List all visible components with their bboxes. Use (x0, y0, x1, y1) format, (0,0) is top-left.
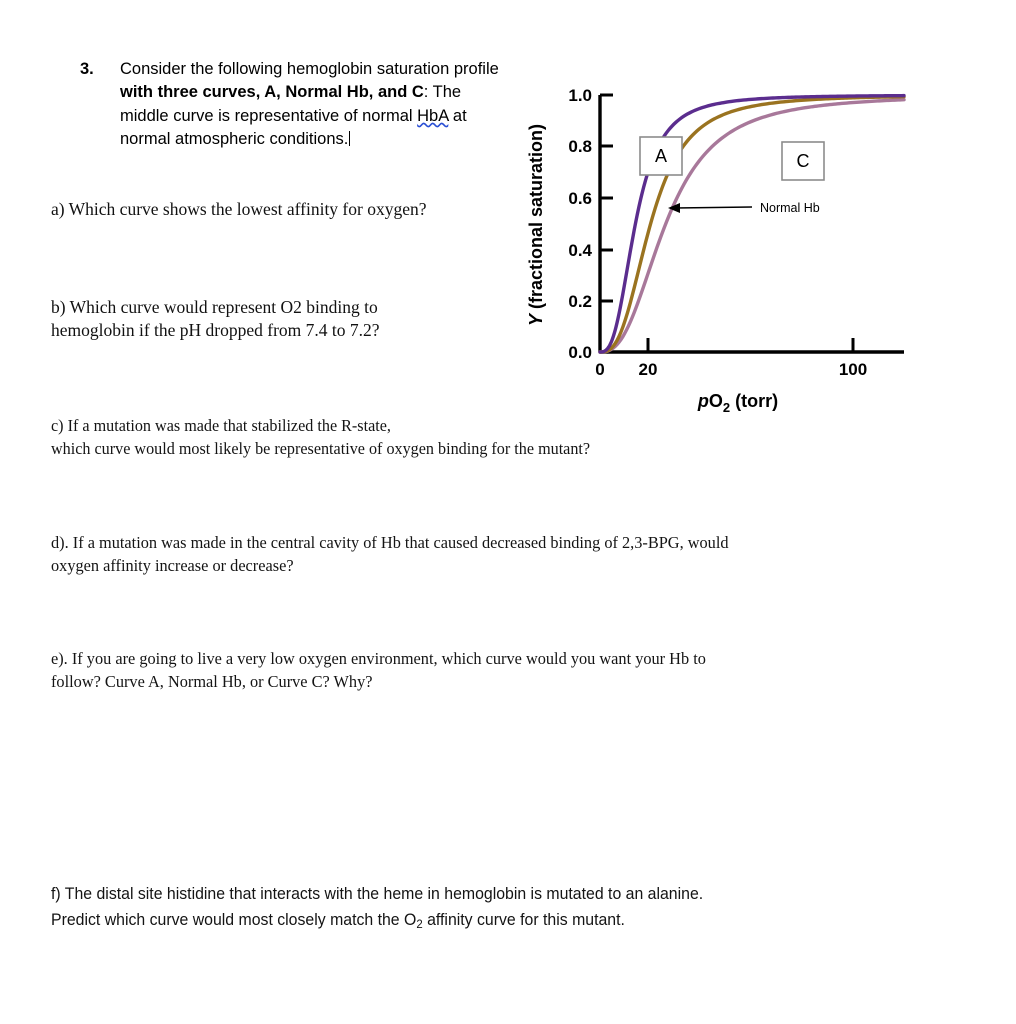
question-a (51, 198, 521, 221)
y-tick-label-0-8: 0.8 (568, 137, 592, 156)
question-d-line-2: oxygen affinity increase or decrease? (51, 555, 294, 575)
question-a-text: a) Which curve shows the lowest affinity for oxygen? (51, 199, 427, 219)
question-e-line-1: e). If you are going to live a very low oxygen environment, which curve would you want your Hb to (51, 649, 706, 668)
question-c (51, 415, 735, 461)
question-f (51, 882, 896, 933)
y-axis-title-rest: (fractional saturation) (526, 123, 546, 315)
question-f-line-2-post: affinity curve for this mutant. (422, 910, 625, 929)
question-f-subscript-2: 2 (416, 916, 423, 931)
question-d-line-1: d). If a mutation was made in the central cavity of Hb that caused decreased binding of 2,3-BPG, would (51, 533, 729, 552)
y-tick-label-0-2: 0.2 (568, 292, 592, 311)
question-3-prompt (120, 58, 510, 152)
y-axis-title-italic: Y (526, 314, 546, 327)
question-b (51, 296, 471, 343)
x-axis-title-sub: 2 (722, 400, 731, 415)
question-f-line-2 (51, 908, 896, 934)
curve-label-c-text: C (796, 151, 810, 171)
question-b-line-2: hemoglobin if the pH dropped from 7.4 to 7.2? (51, 320, 380, 341)
y-axis-title (526, 124, 546, 326)
curve-label-a-text: A (654, 146, 668, 166)
question-b-line-1: b) Which curve would represent O2 binding to (51, 297, 378, 317)
question-c-line-2: which curve would most likely be representative of oxygen binding for the mutant? (51, 438, 591, 458)
x-tick-label-0: 0 (595, 360, 605, 379)
prompt-segment-bold: with three curves, A, Normal Hb, and C (120, 83, 424, 102)
x-axis-title (697, 391, 778, 415)
question-c-line-1: c) If a mutation was made that stabilized the R-state, (51, 416, 391, 435)
y-tick-label-0-6: 0.6 (568, 189, 592, 208)
text-cursor (349, 131, 350, 146)
normal-hb-arrow-line (675, 207, 752, 208)
question-d (51, 532, 896, 578)
y-tick-label-1-0: 1.0 (568, 86, 592, 105)
chart-svg (520, 55, 920, 420)
y-tick-label-0-4: 0.4 (568, 241, 592, 260)
question-e-line-2: follow? Curve A, Normal Hb, or Curve C? Why? (51, 671, 373, 691)
x-axis-title-suffix: (torr) (730, 391, 779, 411)
x-axis-title-italic: p (697, 391, 709, 411)
prompt-segment-3: : The middle curve is representative of normal (120, 83, 462, 125)
x-tick-label-100: 100 (838, 360, 868, 379)
x-axis-title-main: O (708, 391, 723, 411)
prompt-segment-5: at normal atmospheric conditions. (120, 106, 467, 149)
misspelled-word-hba: HbA (417, 106, 449, 125)
curve-a-path (600, 96, 904, 352)
question-f-line-1: f) The distal site histidine that interacts with the heme in hemoglobin is mutated to an alanine. (51, 885, 704, 903)
question-f-line-2-pre: Predict which curve would most closely match the O (51, 910, 417, 929)
y-tick-label-0-0: 0.0 (568, 343, 592, 362)
question-3-number: 3. (80, 60, 94, 78)
normal-hb-label: Normal Hb (760, 201, 820, 215)
question-e (51, 648, 896, 694)
prompt-segment-1: Consider the following hemoglobin saturation profile (120, 60, 499, 78)
curve-normal-hb-path (600, 97, 904, 352)
question-3-block (80, 58, 510, 152)
x-tick-label-20: 20 (638, 360, 658, 379)
oxygen-binding-curve-chart (520, 55, 920, 420)
